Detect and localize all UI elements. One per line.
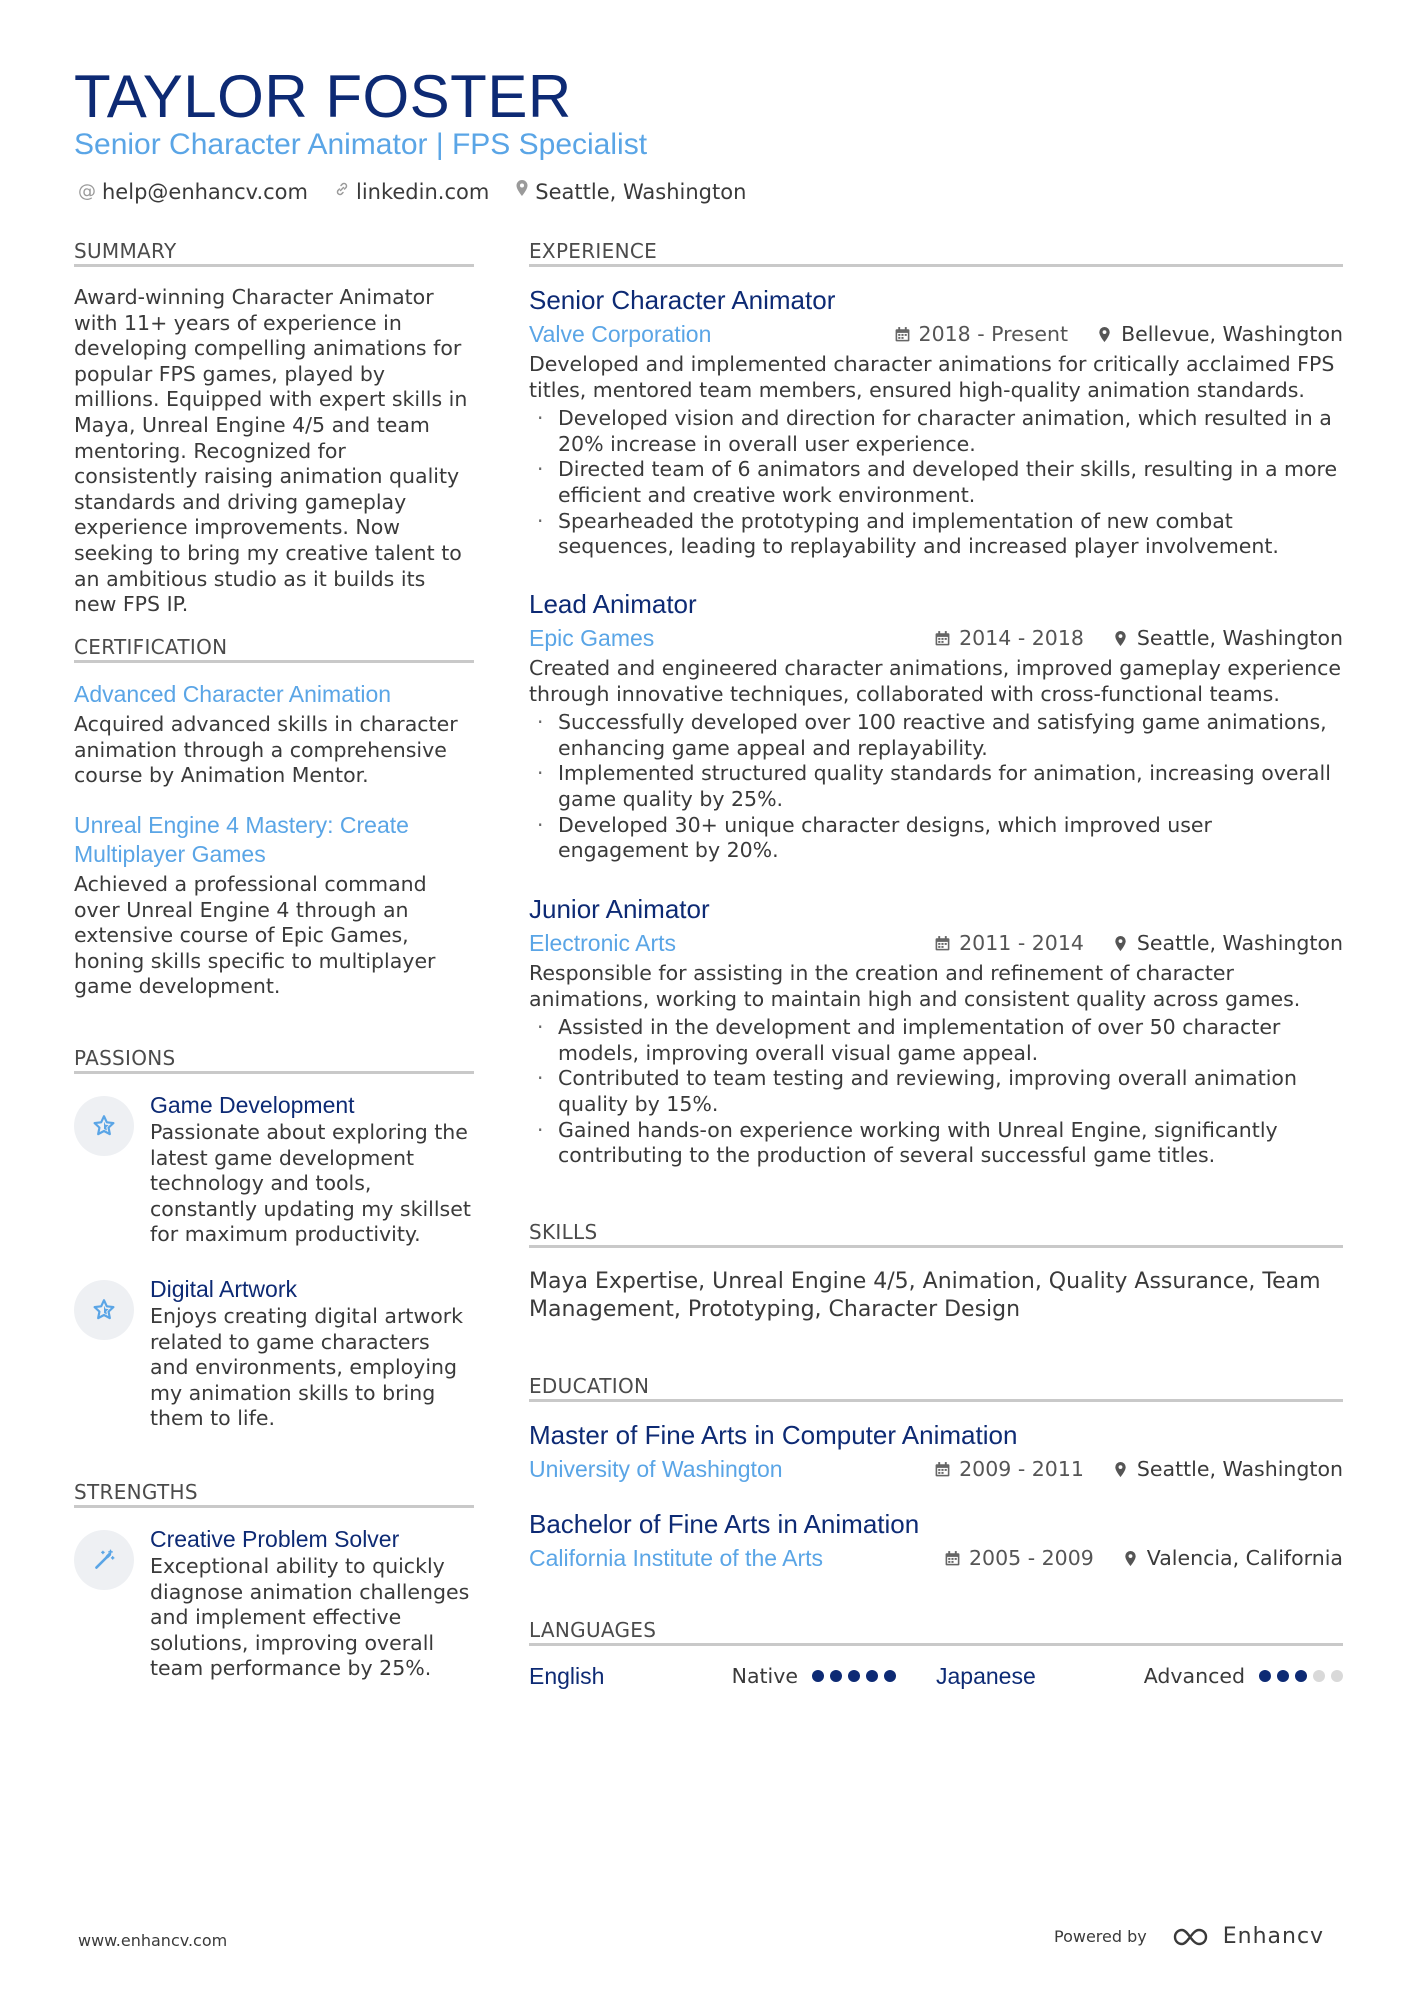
- education-dates: 2005 - 2009: [969, 1546, 1094, 1570]
- job-bullet: · Gained hands-on experience working with Unreal Engine, significantly contributing to the production of several successful game titles.: [529, 1118, 1343, 1169]
- location-pin-icon: [1112, 1461, 1129, 1478]
- job-role: Senior Character Animator: [529, 285, 836, 315]
- star-icon: [74, 1096, 134, 1156]
- education-degree: Master of Fine Arts in Computer Animation: [529, 1420, 1018, 1450]
- section-header-summary: SUMMARY: [74, 239, 177, 263]
- strength-title: Creative Problem Solver: [150, 1526, 400, 1552]
- section-divider: [529, 1245, 1343, 1248]
- powered-by-label: Powered by: [1054, 1927, 1147, 1946]
- education-item: [529, 1418, 1343, 1486]
- job-bullets: [529, 406, 1343, 560]
- section-header-strengths: STRENGTHS: [74, 1480, 198, 1504]
- section-divider: [74, 1505, 474, 1508]
- rating-dot-empty: [1331, 1670, 1343, 1682]
- passion-desc: Enjoys creating digital artwork related to game characters and environments, employing my animation skills to bring them to life.: [150, 1304, 464, 1431]
- job-summary: Created and engineered character animations, improved gameplay experience through innovative techniques, collaborated with cross-functional teams.: [529, 656, 1341, 706]
- footer-website[interactable]: www.enhancv.com: [78, 1931, 228, 1950]
- rating-dot-filled: [812, 1670, 824, 1682]
- job-company: Electronic Arts: [529, 929, 676, 956]
- education-location: Valencia, California: [1146, 1546, 1343, 1570]
- strength-desc: Exceptional ability to quickly diagnose animation challenges and implement effective solutions, improving overall team performance by 25%.: [150, 1554, 470, 1681]
- candidate-title: Senior Character Animator | FPS Specialist: [74, 128, 648, 161]
- location-text: Seattle, Washington: [535, 180, 747, 204]
- job-role: Junior Animator: [529, 894, 710, 924]
- experience-item: [529, 587, 1343, 864]
- job-location: Seattle, Washington: [1136, 626, 1343, 650]
- at-icon: @: [78, 181, 96, 202]
- education-location: Seattle, Washington: [1136, 1457, 1343, 1481]
- section-divider: [74, 660, 474, 663]
- brand-name: Enhancv: [1222, 1924, 1325, 1949]
- location-pin-icon: [1112, 630, 1129, 647]
- footer-branding: [1054, 1924, 1324, 1949]
- job-summary: Responsible for assisting in the creation and refinement of character animations, working to maintain high and consistent quality across games.: [529, 961, 1301, 1011]
- education-item: [529, 1507, 1343, 1575]
- passion-desc: Passionate about exploring the latest game development technology and tools, constantly updating my skillset for maximum productivity.: [150, 1120, 471, 1247]
- candidate-name: TAYLOR FOSTER: [74, 63, 572, 130]
- rating-dot-filled: [1295, 1670, 1307, 1682]
- job-location: Bellevue, Washington: [1121, 322, 1343, 346]
- brand-logo[interactable]: [1171, 1924, 1324, 1949]
- link-icon: [334, 178, 350, 206]
- rating-dot-filled: [1277, 1670, 1289, 1682]
- job-summary: Developed and implemented character animations for critically acclaimed FPS titles, mentored team members, ensured high-quality animation standards.: [529, 352, 1335, 402]
- section-header-languages: LANGUAGES: [529, 1618, 657, 1642]
- section-header-passions: PASSIONS: [74, 1046, 176, 1070]
- experience-item: [529, 283, 1343, 560]
- language-level: Advanced: [1143, 1664, 1245, 1688]
- job-bullet: · Successfully developed over 100 reactive and satisfying game animations, enhancing game appeal and replayability.: [529, 710, 1343, 761]
- job-bullet: · Implemented structured quality standards for animation, increasing overall game quality by 25%.: [529, 761, 1343, 812]
- section-header-experience: EXPERIENCE: [529, 239, 658, 263]
- contact-location: [515, 178, 746, 206]
- certification-item: [74, 811, 474, 1000]
- location-pin-icon: [1122, 1550, 1139, 1567]
- job-role: Lead Animator: [529, 589, 697, 619]
- languages-row: [529, 1660, 1343, 1692]
- job-company: Epic Games: [529, 624, 655, 651]
- rating-dot-filled: [1259, 1670, 1271, 1682]
- skills-list: Maya Expertise, Unreal Engine 4/5, Animation, Quality Assurance, Team Management, Prototyping, Character Design: [529, 1269, 1321, 1322]
- rating-dot-empty: [1313, 1670, 1325, 1682]
- location-pin-icon: [1096, 326, 1113, 343]
- rating-dot-filled: [848, 1670, 860, 1682]
- language-item: [936, 1663, 1343, 1690]
- education-school: University of Washington: [529, 1455, 783, 1482]
- job-bullet: · Developed vision and direction for character animation, which resulted in a 20% increase in overall user experience.: [529, 406, 1343, 457]
- job-bullet: · Assisted in the development and implementation of over 50 character models, improving overall visual game appeal.: [529, 1015, 1343, 1066]
- calendar-icon: [934, 1461, 951, 1478]
- email-text: help@enhancv.com: [102, 180, 308, 204]
- passion-item: [74, 1274, 474, 1432]
- job-dates: 2011 - 2014: [959, 931, 1084, 955]
- certification-item: [74, 680, 474, 789]
- enhancv-logo-icon: [1171, 1926, 1215, 1948]
- location-pin-icon: [515, 178, 529, 206]
- contact-linkedin[interactable]: [334, 178, 489, 206]
- certification-title: Unreal Engine 4 Mastery: Create Multiplayer Games: [74, 812, 409, 867]
- contact-email[interactable]: [78, 178, 308, 206]
- certification-title: Advanced Character Animation: [74, 681, 392, 707]
- job-company: Valve Corporation: [529, 320, 712, 347]
- language-level: Native: [731, 1664, 798, 1688]
- section-header-skills: SKILLS: [529, 1220, 598, 1244]
- section-divider: [74, 1071, 474, 1074]
- language-item: [529, 1663, 936, 1690]
- strength-item: [74, 1524, 474, 1682]
- magic-wand-icon: [74, 1530, 134, 1590]
- calendar-icon: [944, 1550, 961, 1567]
- job-bullets: [529, 1015, 1343, 1169]
- language-name: Japanese: [936, 1662, 1036, 1689]
- contact-bar: [78, 178, 746, 206]
- linkedin-text: linkedin.com: [355, 180, 490, 204]
- passion-title: Game Development: [150, 1092, 355, 1118]
- job-bullet: · Spearheaded the prototyping and implementation of new combat sequences, leading to replayability and increased player involvement.: [529, 509, 1343, 560]
- job-bullets: [529, 710, 1343, 864]
- section-divider: [74, 264, 474, 267]
- section-header-certification: CERTIFICATION: [74, 635, 228, 659]
- star-icon: [74, 1280, 134, 1340]
- section-divider: [529, 1399, 1343, 1402]
- summary-text: Award-winning Character Animator with 11+ years of experience in developing compelling animations for popular FPS games, played by millions. Equipped with expert skills in Maya, Unreal Engine 4/5 and team mentoring. Recognized for consistently raising animation quality standards and driving gameplay experience improvements. Now seeking to bring my creative talent to an ambitious studio as it builds its new FPS IP.: [74, 285, 468, 617]
- section-divider: [529, 264, 1343, 267]
- calendar-icon: [934, 630, 951, 647]
- job-bullet: · Developed 30+ unique character designs, which improved user engagement by 20%.: [529, 813, 1343, 864]
- certification-desc: Acquired advanced skills in character animation through a comprehensive course by Animation Mentor.: [74, 712, 458, 788]
- passion-title: Digital Artwork: [150, 1276, 297, 1302]
- rating-dot-filled: [884, 1670, 896, 1682]
- language-rating: [1259, 1670, 1343, 1682]
- language-name: English: [529, 1662, 605, 1689]
- education-school: California Institute of the Arts: [529, 1544, 824, 1571]
- job-location: Seattle, Washington: [1136, 931, 1343, 955]
- job-bullet: · Contributed to team testing and reviewing, improving overall animation quality by 15%.: [529, 1066, 1343, 1117]
- rating-dot-filled: [830, 1670, 842, 1682]
- calendar-icon: [934, 935, 951, 952]
- job-bullet: · Directed team of 6 animators and developed their skills, resulting in a more efficient and creative work environment.: [529, 457, 1343, 508]
- calendar-icon: [894, 326, 911, 343]
- language-rating: [812, 1670, 896, 1682]
- section-header-education: EDUCATION: [529, 1374, 650, 1398]
- section-divider: [529, 1643, 1343, 1646]
- education-dates: 2009 - 2011: [959, 1457, 1084, 1481]
- rating-dot-filled: [866, 1670, 878, 1682]
- job-dates: 2014 - 2018: [959, 626, 1084, 650]
- experience-item: [529, 892, 1343, 1169]
- passion-item: [74, 1090, 474, 1248]
- education-degree: Bachelor of Fine Arts in Animation: [529, 1509, 920, 1539]
- certification-desc: Achieved a professional command over Unreal Engine 4 through an extensive course of Epic Games, honing skills specific to multiplayer game development.: [74, 872, 436, 999]
- job-dates: 2018 - Present: [918, 322, 1069, 346]
- location-pin-icon: [1112, 935, 1129, 952]
